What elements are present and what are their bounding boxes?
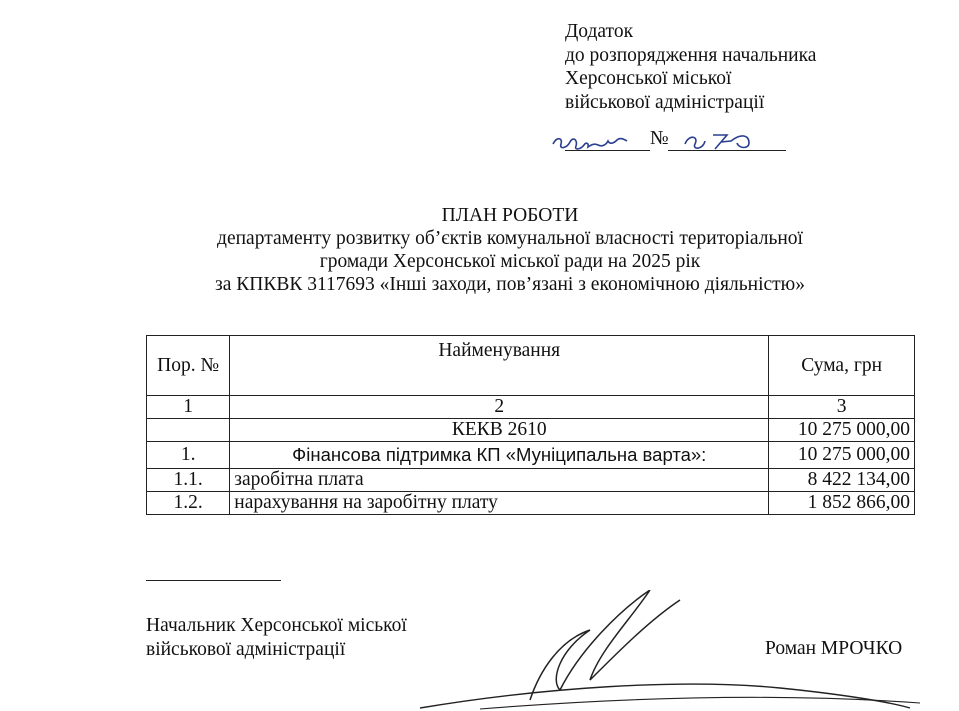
position-line-1: Начальник Херсонської міської bbox=[146, 615, 407, 636]
row-number: 1.1. bbox=[147, 469, 230, 492]
plan-table bbox=[146, 335, 915, 515]
title-line-3: громади Херсонської міської ради на 2025 рік bbox=[319, 251, 701, 272]
number-underline bbox=[668, 150, 786, 151]
row-number: 1.2. bbox=[147, 492, 230, 515]
numbering-row bbox=[147, 396, 915, 419]
annex-title: Додаток bbox=[565, 21, 634, 42]
row-number bbox=[147, 419, 230, 442]
signatory-name: Роман МРОЧКО bbox=[765, 638, 903, 659]
title-line-2: департаменту розвитку об’єктів комунальної власності територіальної bbox=[217, 228, 803, 249]
row-sum: 10 275 000,00 bbox=[769, 442, 915, 469]
numbering-cell: 2 bbox=[230, 396, 769, 419]
position-line-2: військової адміністрації bbox=[146, 638, 346, 660]
numbering-cell: 1 bbox=[147, 396, 230, 419]
row-name: заробітна плата bbox=[230, 469, 769, 492]
title-line-4: за КПКВК 3117693 «Інші заходи, пов’язані з економічною діяльністю» bbox=[215, 274, 805, 295]
annex-line-2: до розпорядження начальника bbox=[565, 44, 817, 66]
table-header-row bbox=[147, 336, 915, 396]
row-sum: 1 852 866,00 bbox=[769, 492, 915, 515]
row-sum: 10 275 000,00 bbox=[769, 419, 915, 442]
table-row bbox=[147, 442, 915, 469]
title-line-1: ПЛАН РОБОТИ bbox=[441, 205, 579, 226]
footnote-separator bbox=[146, 580, 281, 581]
signatory-position bbox=[146, 614, 407, 661]
annex-block bbox=[565, 20, 816, 114]
header-number: Пор. № bbox=[147, 336, 230, 396]
number-sign: № bbox=[650, 128, 669, 149]
document-title bbox=[120, 204, 900, 296]
row-name: Фінансова підтримка КП «Муніципальна варта»: bbox=[230, 442, 769, 469]
date-underline bbox=[565, 150, 650, 151]
table-row bbox=[147, 419, 915, 442]
annex-line-3: Херсонської міської bbox=[565, 68, 732, 89]
table-row bbox=[147, 469, 915, 492]
row-name: КЕКВ 2610 bbox=[230, 419, 769, 442]
header-name: Найменування bbox=[230, 336, 769, 396]
header-sum: Сума, грн bbox=[769, 336, 915, 396]
numbering-cell: 3 bbox=[769, 396, 915, 419]
row-sum: 8 422 134,00 bbox=[769, 469, 915, 492]
row-name: нарахування на заробітну плату bbox=[230, 492, 769, 515]
row-number: 1. bbox=[147, 442, 230, 469]
table-row bbox=[147, 492, 915, 515]
annex-line-4: військової адміністрації bbox=[565, 91, 765, 113]
